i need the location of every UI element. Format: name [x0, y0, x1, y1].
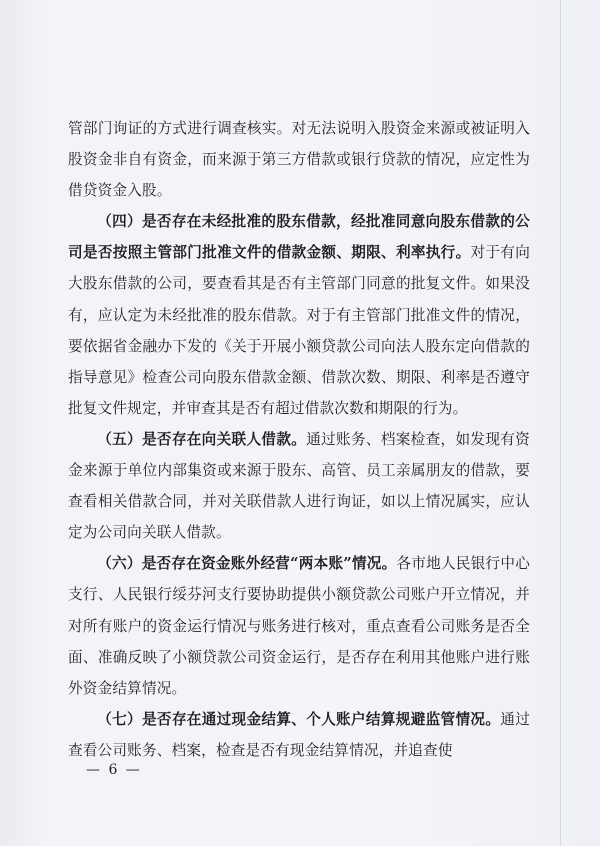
section-heading: （七）是否存在通过现金结算、个人账户结算规避监管情况。 — [97, 710, 501, 728]
section-heading: （五）是否存在向关联人借款。 — [97, 430, 307, 448]
paragraph-text: 各市地人民银行中心支行、人民银行绥芬河支行要协助提供小额贷款公司账户开立情况，并对所有账户的资金运行情况与账务进行核对，重点查看公司账务是否全面、准确反映了小额贷款公司资金运行，是否存在利用其他账户进行账外资金结算情况。 — [68, 555, 530, 697]
paragraph-text: 管部门询证的方式进行调查核实。对无法说明入股资金来源或被证明入股资金非自有资金，而来源于第三方借款或银行贷款的情况，应定性为借贷资金入股。 — [68, 120, 530, 200]
paragraph-section-4 — [68, 206, 530, 424]
paragraph-text: 通过查看公司账务、档案，检查是否有现金结算情况，并追查使 — [68, 710, 531, 759]
paragraph-continuation — [68, 113, 530, 206]
paragraph-section-6 — [68, 548, 530, 703]
section-heading: （四）是否存在未经批准的股东借款，经批准同意向股东借款的公司是否按照主管部门批准文件的借款金额、期限、利率执行。 — [68, 213, 530, 262]
document-body — [68, 113, 530, 766]
paragraph-text: 通过账务、档案检查，如发现有资金来源于单位内部集资或来源于股东、高管、员工亲属朋友的借款，要查看相关借款合同，并对关联借款人进行询证，如以上情况属实，应认定为公司向关联人借款。 — [68, 430, 530, 542]
paragraph-section-7 — [68, 704, 530, 766]
page-number: — 6 — — [86, 762, 142, 778]
scan-fold-line — [560, 0, 561, 846]
section-heading: （六）是否存在资金账外经营“两本账”情况。 — [97, 555, 397, 573]
paragraph-text: 对于有向大股东借款的公司，要查看其是否有主管部门同意的批复文件。如果没有，应认定为未经批准的股东借款。对于有主管部门批准文件的情况，要依据省金融办下发的《关于开展小额贷款公司向法人股东定向借款的指导意见》检查公司向股东借款金额、借款次数、期限、利率是否遵守批复文件规定，并审查其是否有超过借款次数和期限的行为。 — [68, 244, 530, 417]
paragraph-section-5 — [68, 424, 530, 548]
